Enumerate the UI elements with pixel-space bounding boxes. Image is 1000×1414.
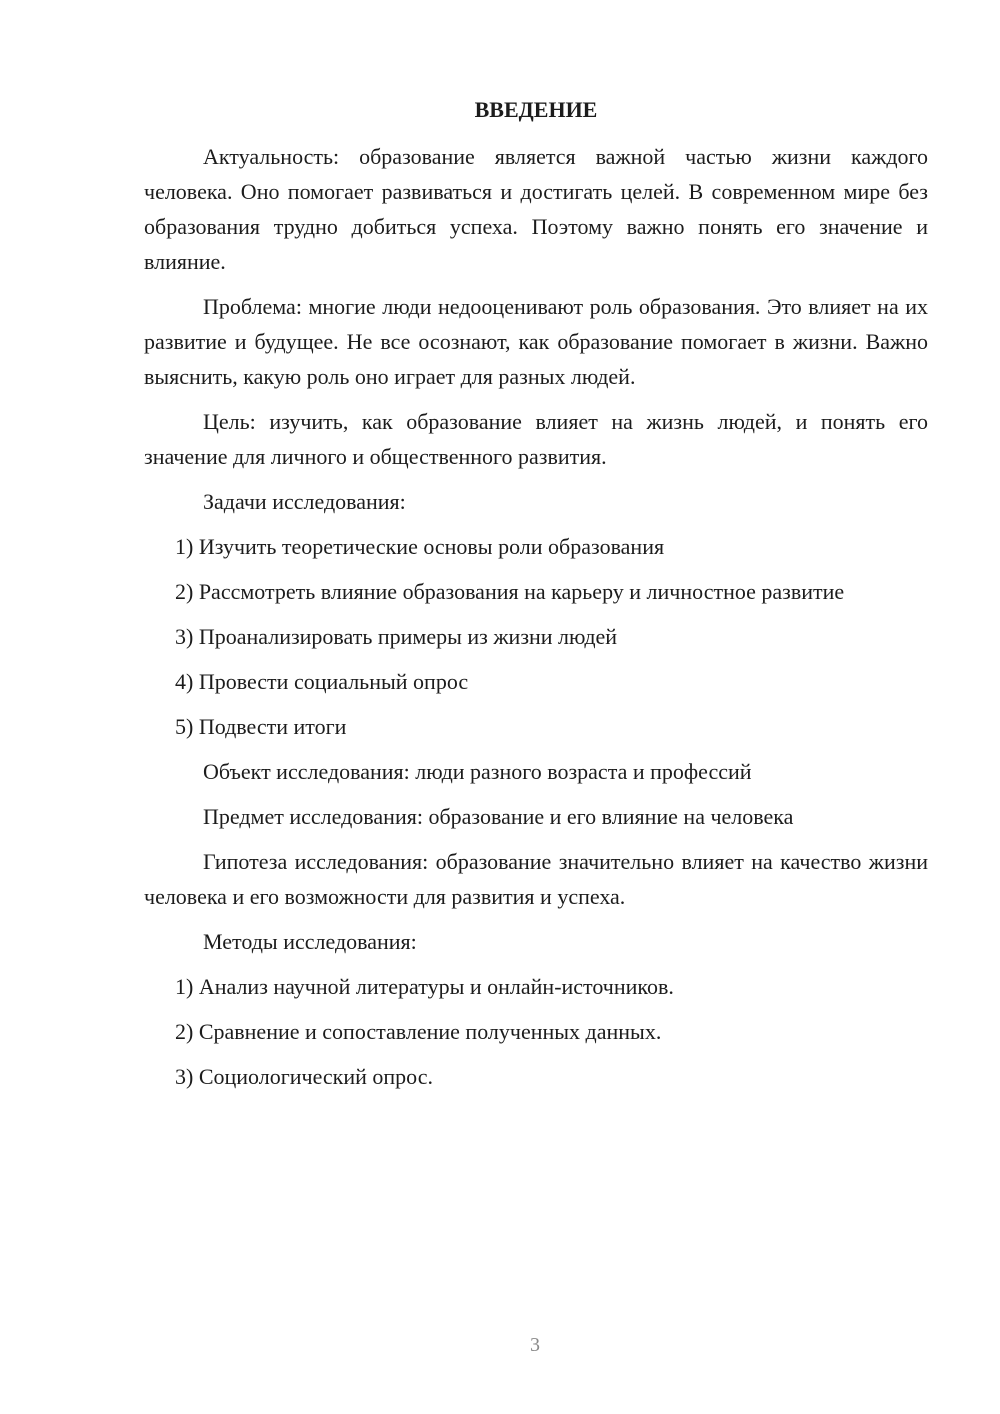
- method-item-3: 3) Социологический опрос.: [175, 1064, 433, 1089]
- goal-paragraph: Цель: изучить, как образование влияет на жизнь людей, и понять его значение для личного и общественного развития.: [144, 409, 928, 469]
- task-item-5: 5) Подвести итоги: [175, 714, 347, 739]
- task-item-2: 2) Рассмотреть влияние образования на карьеру и личностное развитие: [175, 579, 845, 604]
- method-item-2: 2) Сравнение и сопоставление полученных данных.: [175, 1019, 662, 1044]
- page-number: 3: [530, 1334, 540, 1356]
- page-content: [144, 92, 928, 1104]
- task-item-3: 3) Проанализировать примеры из жизни людей: [175, 624, 618, 649]
- task-item-1: 1) Изучить теоретические основы роли образования: [175, 534, 665, 559]
- subject-paragraph: Предмет исследования: образование и его влияние на человека: [203, 804, 794, 829]
- task-item-4: 4) Провести социальный опрос: [175, 669, 469, 694]
- actuality-paragraph: Актуальность: образование является важной частью жизни каждого человека. Оно помогает развиваться и достигать целей. В современном мире без образования трудно добиться успеха. Поэтому важно понять его значение и влияние.: [144, 144, 928, 274]
- tasks-heading: Задачи исследования:: [203, 489, 406, 514]
- object-paragraph: Объект исследования: люди разного возраста и профессий: [203, 759, 752, 784]
- methods-heading: Методы исследования:: [203, 929, 417, 954]
- problem-paragraph: Проблема: многие люди недооценивают роль образования. Это влияет на их развитие и будущее. Не все осознают, как образование помогает в жизни. Важно выяснить, какую роль оно играет для разных людей.: [144, 294, 928, 389]
- hypothesis-paragraph: Гипотеза исследования: образование значительно влияет на качество жизни человека и его возможности для развития и успеха.: [144, 849, 928, 909]
- section-title: ВВЕДЕНИЕ: [474, 97, 598, 122]
- method-item-1: 1) Анализ научной литературы и онлайн-источников.: [175, 974, 674, 999]
